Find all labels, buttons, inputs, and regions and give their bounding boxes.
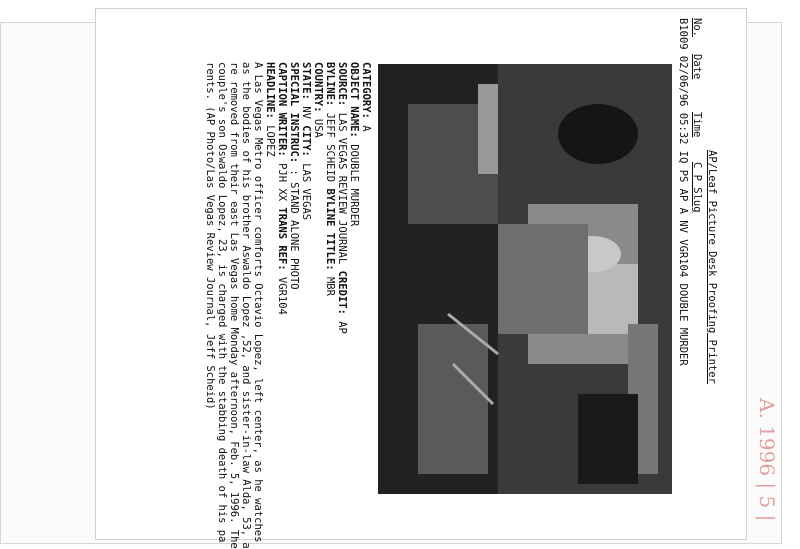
field-special-instructions: SPECIAL INSTRUC: : STAND ALONE PHOTO: [288, 62, 300, 290]
field-byline: BYLINE: JEFF SCHEID BYLINE TITLE: MBR: [324, 62, 336, 296]
caption-line-4: couple's son Oswaldo Lopez, 23, is charged with the stabbing death of his pa: [216, 62, 228, 543]
caption-line-2: as the bodies of his brother Aswaldo Lopez ,52, and sister-in-law Alda, 53, a: [240, 62, 252, 549]
field-category: CATEGORY: A: [360, 62, 372, 132]
caption-line-5: rents. (AP Photo/Las Vegas Review Journal, Jeff Scheid): [204, 62, 216, 410]
field-headline: HEADLINE: LOPEZ: [264, 62, 276, 157]
caption-line-3: re removed from their east Las Vegas home Monday afternoon, Feb. 5, 1996. The: [228, 62, 240, 549]
news-photo: [378, 64, 672, 494]
field-state: STATE: NV CITY: LAS VEGAS: [300, 62, 312, 221]
printer-title: AP/Leaf Picture Desk Proofing Printer: [706, 150, 718, 384]
field-caption-writer: CAPTION WRITER: PJH XX TRANS REF: VGR104: [276, 62, 288, 315]
field-country: COUNTRY: USA: [312, 62, 324, 138]
pencil-annotation: A. 1996 | 5 |: [755, 398, 779, 522]
col-date: Date: [691, 54, 703, 80]
col-time: Time: [691, 112, 703, 138]
col-cp-slug: C P Slug: [691, 162, 703, 213]
field-object-name: OBJECT NAME: DOUBLE MURDER: [348, 62, 360, 227]
field-source: SOURCE: LAS VEGAS REVIEW JOURNAL CREDIT: AP: [336, 62, 348, 334]
col-no: No.: [691, 18, 703, 37]
caption-line-1: A Las Vegas Metro officer comforts Octavio Lopez, left center, as he watches: [252, 62, 264, 543]
record-line: B1009 02/06/96 05:32 IQ PS AP A NV VGR104 DOUBLE MURDER: [677, 18, 689, 366]
